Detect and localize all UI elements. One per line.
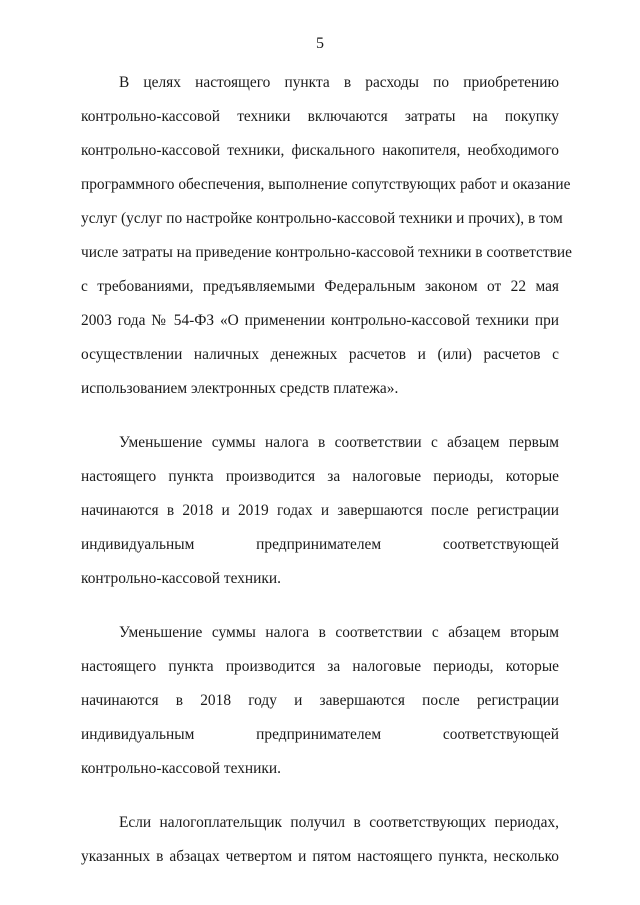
paragraph-3 [81,616,559,786]
text-line: осуществлении наличных денежных расчетов и (или) расчетов с [81,346,559,363]
text-line: числе затраты на приведение контрольно-кассовой техники в соответствие [81,244,572,261]
text-line: контрольно-кассовой техники. [81,760,281,777]
text-line: индивидуальным предпринимателем соответствующей [81,536,559,553]
paragraph-gap [81,786,559,806]
text-line: Если налогоплательщик получил в соответствующих периодах, [119,814,559,831]
paragraph-gap [81,406,559,426]
text-line: Уменьшение суммы налога в соответствии с абзацем первым [119,434,559,451]
document-body [81,66,572,874]
text-line: начинаются в 2018 году и завершаются после регистрации [81,692,559,709]
text-line: контрольно-кассовой техники. [81,570,281,587]
page-number: 5 [316,35,324,52]
text-line: программного обеспечения, выполнение сопутствующих работ и оказание [81,176,571,193]
text-line: Уменьшение суммы налога в соответствии с абзацем вторым [119,624,559,641]
text-line: контрольно-кассовой техники, фискального накопителя, необходимого [81,142,559,159]
paragraph-4 [81,806,559,874]
text-line: контрольно-кассовой техники включаются затраты на покупку [81,108,559,125]
text-line: индивидуальным предпринимателем соответствующей [81,726,559,743]
paragraph-1 [81,66,572,406]
text-line: с требованиями, предъявляемыми Федеральным законом от 22 мая [81,278,559,295]
text-line: настоящего пункта производится за налоговые периоды, которые [81,658,559,675]
text-line: использованием электронных средств платежа». [81,380,399,397]
text-line: настоящего пункта производится за налоговые периоды, которые [81,468,559,485]
text-line: услуг (услуг по настройке контрольно-кассовой техники и прочих), в том [81,210,563,227]
paragraph-gap [81,596,559,616]
paragraph-2 [81,426,559,596]
text-line: 2003 года № 54-ФЗ «О применении контрольно-кассовой техники при [81,312,559,329]
text-line: В целях настоящего пункта в расходы по приобретению [119,74,559,91]
text-line: указанных в абзацах четвертом и пятом настоящего пункта, несколько [81,848,559,865]
text-line: начинаются в 2018 и 2019 годах и завершаются после регистрации [81,502,559,519]
